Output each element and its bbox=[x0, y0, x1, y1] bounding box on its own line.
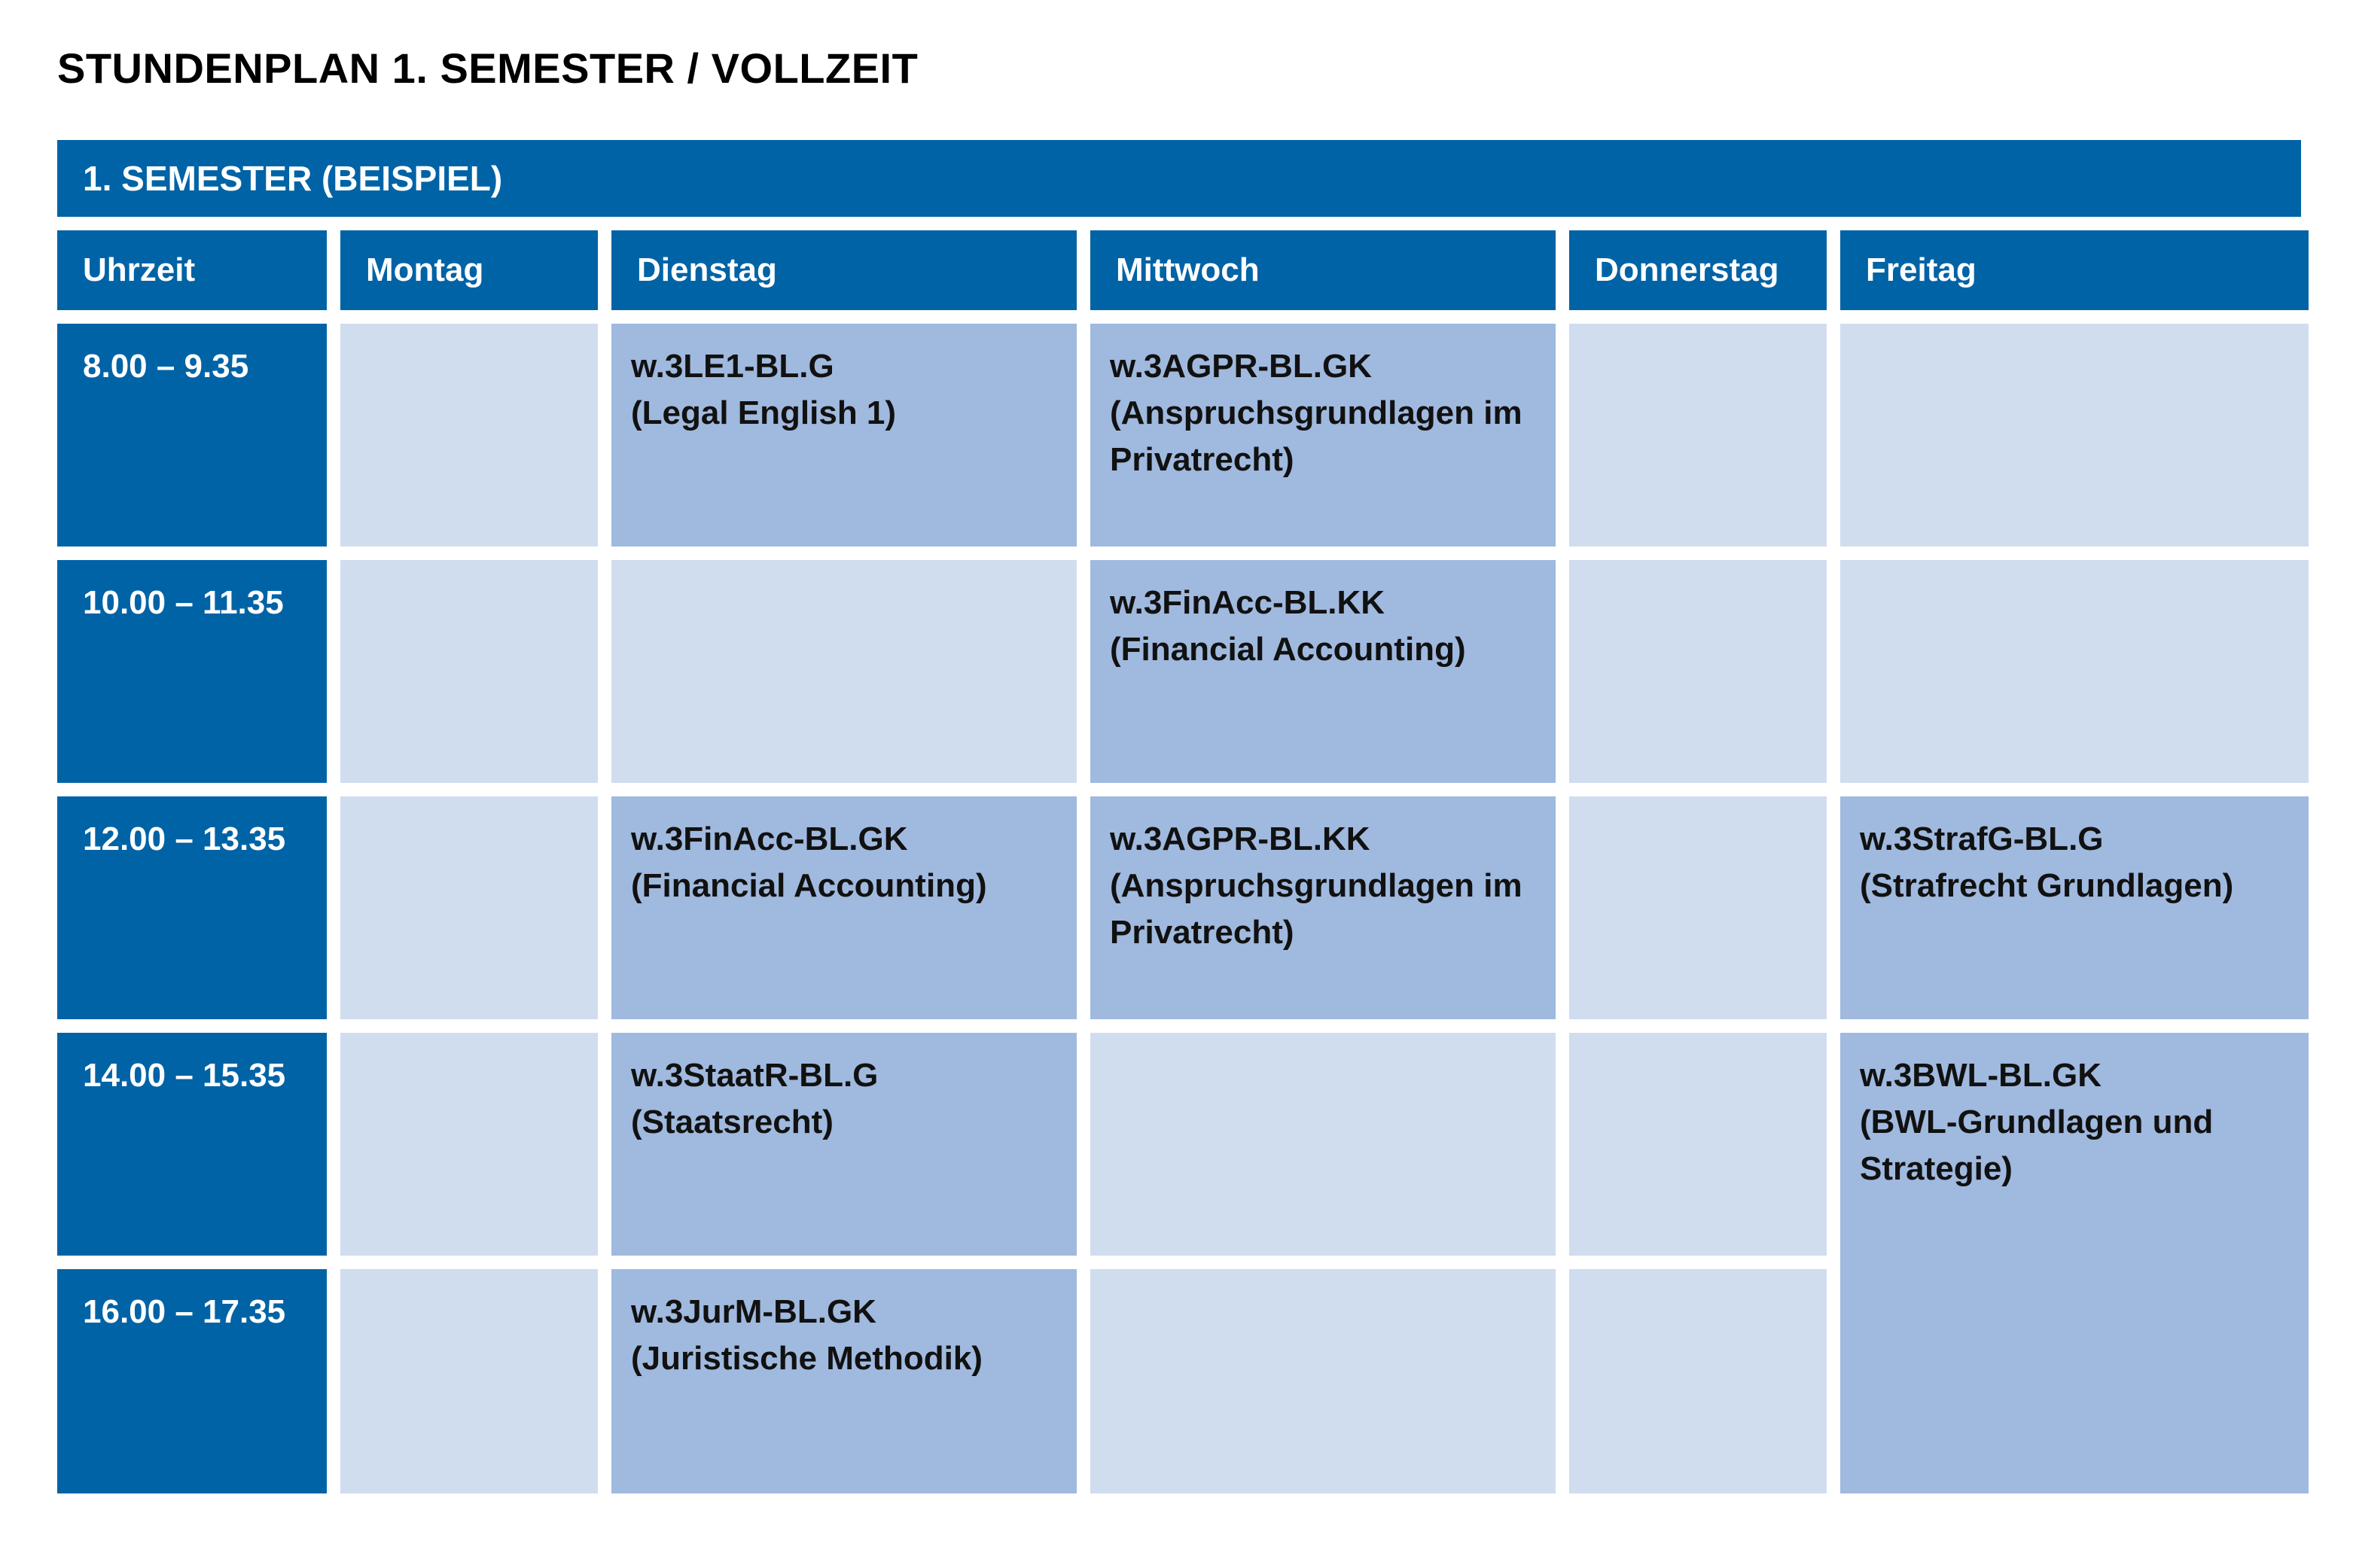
course-slot bbox=[611, 796, 1077, 1019]
semester-header: 1. SEMESTER (BEISPIEL) bbox=[57, 140, 2301, 217]
course-description: (Anspruchsgrundlagen im Privatrecht) bbox=[1110, 867, 1522, 951]
course-description: (Staatsrecht) bbox=[631, 1104, 834, 1140]
course-code: w.3FinAcc-BL.KK bbox=[1110, 584, 1385, 621]
column-header-monday: Montag bbox=[340, 230, 598, 310]
course-code: w.3StrafG-BL.G bbox=[1860, 821, 2104, 857]
empty-slot bbox=[1569, 324, 1827, 547]
empty-slot bbox=[340, 1033, 598, 1256]
empty-slot bbox=[1840, 324, 2309, 547]
time-slot: 8.00 – 9.35 bbox=[57, 324, 327, 547]
empty-slot bbox=[1090, 1033, 1556, 1256]
time-slot: 10.00 – 11.35 bbox=[57, 560, 327, 783]
page-title: STUNDENPLAN 1. SEMESTER / VOLLZEIT bbox=[57, 44, 919, 92]
course-code: w.3JurM-BL.GK bbox=[631, 1293, 876, 1330]
time-slot: 12.00 – 13.35 bbox=[57, 796, 327, 1019]
time-slot: 14.00 – 15.35 bbox=[57, 1033, 327, 1256]
course-slot bbox=[611, 1269, 1077, 1493]
empty-slot bbox=[340, 1269, 598, 1493]
course-slot bbox=[611, 324, 1077, 547]
course-slot bbox=[1090, 560, 1556, 783]
empty-slot bbox=[1840, 560, 2309, 783]
course-code: w.3FinAcc-BL.GK bbox=[631, 821, 908, 857]
course-code: w.3BWL-BL.GK bbox=[1860, 1057, 2102, 1094]
course-code: w.3StaatR-BL.G bbox=[631, 1057, 879, 1094]
course-slot bbox=[611, 1033, 1077, 1256]
empty-slot bbox=[1569, 1033, 1827, 1256]
course-description: (Legal English 1) bbox=[631, 394, 897, 431]
column-header-tuesday: Dienstag bbox=[611, 230, 1077, 310]
empty-slot bbox=[611, 560, 1077, 783]
course-description: (Strafrecht Grundlagen) bbox=[1860, 867, 2234, 904]
course-description: (Juristische Methodik) bbox=[631, 1340, 983, 1377]
empty-slot bbox=[340, 560, 598, 783]
column-header-friday: Freitag bbox=[1840, 230, 2309, 310]
course-code: w.3AGPR-BL.GK bbox=[1110, 348, 1372, 385]
course-slot bbox=[1840, 796, 2309, 1019]
empty-slot bbox=[340, 324, 598, 547]
column-header-time: Uhrzeit bbox=[57, 230, 327, 310]
empty-slot bbox=[1569, 1269, 1827, 1493]
course-description: (Financial Accounting) bbox=[1110, 631, 1466, 668]
course-slot-double bbox=[1840, 1033, 2309, 1493]
empty-slot bbox=[1090, 1269, 1556, 1493]
course-slot bbox=[1090, 324, 1556, 547]
course-slot bbox=[1090, 796, 1556, 1019]
empty-slot bbox=[1569, 560, 1827, 783]
time-slot: 16.00 – 17.35 bbox=[57, 1269, 327, 1493]
column-header-wednesday: Mittwoch bbox=[1090, 230, 1556, 310]
course-description: (Anspruchsgrundlagen im Privatrecht) bbox=[1110, 394, 1522, 478]
course-code: w.3AGPR-BL.KK bbox=[1110, 821, 1370, 857]
course-description: (BWL-Grundlagen und Strategie) bbox=[1860, 1104, 2214, 1187]
column-header-thursday: Donnerstag bbox=[1569, 230, 1827, 310]
timetable-grid bbox=[57, 230, 2301, 1495]
course-code: w.3LE1-BL.G bbox=[631, 348, 834, 385]
empty-slot bbox=[340, 796, 598, 1019]
empty-slot bbox=[1569, 796, 1827, 1019]
course-description: (Financial Accounting) bbox=[631, 867, 987, 904]
